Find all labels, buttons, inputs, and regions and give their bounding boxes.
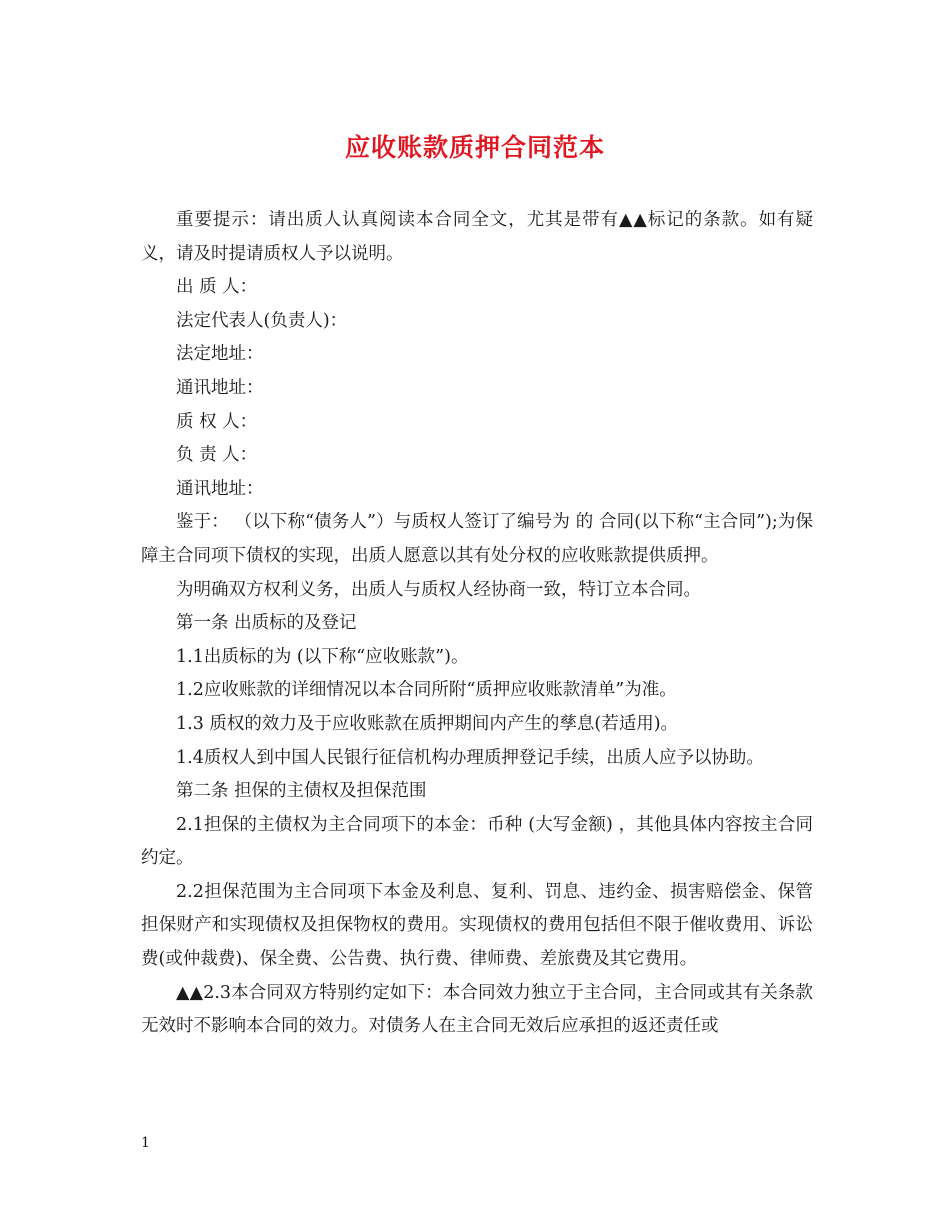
pledgee-mailing-address-field: 通讯地址： [176,478,264,499]
article-1-heading: 第一条 出质标的及登记 [176,613,357,634]
pledgor-mailing-address-field: 通讯地址： [176,377,264,398]
document-body [141,204,813,1044]
purpose-paragraph: 为明确双方权利义务，出质人与质权人经协商一致，特订立本合同。 [176,579,701,600]
pledgee-field: 质 权 人： [176,411,258,432]
document-title: 应收账款质押合同范本 [344,133,605,162]
whereas-clause: 鉴于： （以下称“债务人”）与质权人签订了编号为 的 合同(以下称“主合同”);为保障主合同项下债权的实现，出质人愿意以其有处分权的应收账款提供质押。 [141,512,813,566]
clause-1-3: 1.3 质权的效力及于应收账款在质押期间内产生的孳息(若适用)。 [176,713,679,734]
page-number: 1 [141,1135,150,1151]
clause-1-1: 1.1出质标的为 (以下称“应收账款”)。 [176,646,469,667]
clause-2-2: 2.2担保范围为主合同项下本金及利息、复利、罚息、违约金、损害赔偿金、保管担保财产和实现债权及担保物权的费用。实现债权的费用包括但不限于催收费用、诉讼费(或仲裁费)、保全费、公告费、执行费、律师费、差旅费及其它费用。 [141,881,813,970]
person-in-charge-field: 负 责 人： [176,445,258,466]
pledgor-field: 出 质 人： [176,277,258,298]
article-2-heading: 第二条 担保的主债权及担保范围 [176,781,427,802]
legal-address-field: 法定地址： [176,344,264,365]
important-notice: 重要提示：请出质人认真阅读本合同全文，尤其是带有▲▲标记的条款。如有疑义，请及时提请质权人予以说明。 [141,210,813,264]
clause-2-3: ▲▲2.3本合同双方特别约定如下：本合同效力独立于主合同，主合同或其有关条款无效时不影响本合同的效力。对债务人在主合同无效后应承担的返还责任或 [141,982,813,1037]
clause-2-1: 2.1担保的主债权为主合同项下的本金：币种 (大写金额) ，其他具体内容按主合同约定。 [141,814,813,869]
legal-representative-field: 法定代表人(负责人)： [176,310,348,331]
clause-1-2: 1.2应收账款的详细情况以本合同所附“质押应收账款清单”为准。 [176,680,677,701]
clause-1-4: 1.4质权人到中国人民银行征信机构办理质押登记手续，出质人应予以协助。 [176,747,764,768]
